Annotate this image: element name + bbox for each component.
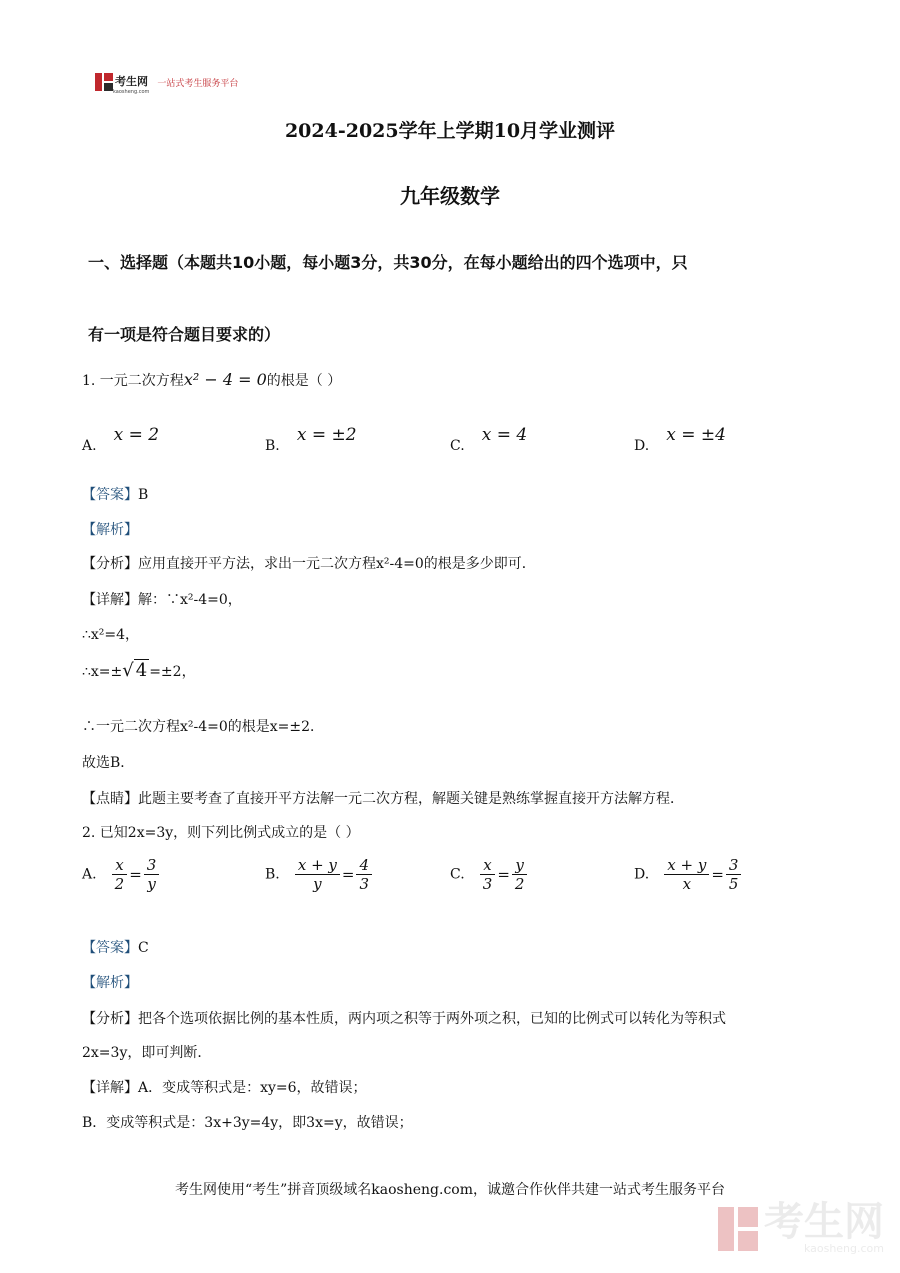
q2-xiangjie-a: 【详解】A．变成等积式是：xy=6，故错误；	[82, 1080, 367, 1096]
q2-fenxi-line1: 【分析】把各个选项依据比例的基本性质，两内项之积等于两外项之积，已知的比例式可以转化为等积式	[82, 1011, 726, 1027]
q1-analysis-tag: 【解析】	[82, 522, 138, 538]
section-heading-line2: 有一项是符合题目要求的）	[88, 325, 281, 344]
page-title: 2024-2025学年上学期10月学业测评	[284, 120, 616, 142]
q2-option-a[interactable]: A. $\frac{x}{2}$ = $\frac{3}{y}$	[82, 856, 161, 893]
watermark-text: 考生网	[764, 1199, 884, 1245]
q1-answer: 【答案】B	[82, 487, 149, 503]
watermark-logo-icon	[718, 1207, 758, 1251]
q2-analysis-tag: 【解析】	[82, 975, 138, 991]
q1-option-c[interactable]: C. x = 4	[450, 425, 528, 454]
q1-option-a[interactable]: A. x = 2	[82, 425, 160, 454]
q1-dianjing: 【点睛】此题主要考查了直接开平方法解一元二次方程，解题关键是熟练掌握直接开方法解方程．	[82, 791, 684, 807]
watermark-domain: kaosheng.com	[803, 1242, 884, 1255]
q1-step4: 故选B．	[82, 755, 135, 771]
logo-icon	[95, 73, 113, 91]
watermark	[718, 1199, 884, 1255]
q1-step3: ∴一元二次方程x²-4=0的根是x=±2．	[82, 719, 325, 735]
q1-step1: ∴x²=4，	[82, 627, 140, 643]
site-logo[interactable]	[95, 71, 238, 93]
logo-slogan: 一站式考生服务平台	[157, 78, 239, 89]
q1-xiangjie: 【详解】解：∵x²-4=0，	[82, 592, 242, 608]
q1-equation: x² − 4 = 0	[183, 370, 267, 389]
q2-option-d[interactable]: D. $\frac{x + y}{x}$ = $\frac{3}{5}$	[634, 856, 743, 893]
page-subtitle: 九年级数学	[400, 184, 500, 208]
q2-option-c[interactable]: C. $\frac{x}{3}$ = $\frac{y}{2}$	[450, 856, 529, 893]
q2-option-b[interactable]: B. $\frac{x + y}{y}$ = $\frac{4}{3}$	[265, 856, 374, 893]
q2-fenxi-line2: 2x=3y，即可判断．	[82, 1045, 212, 1061]
logo-name: 考生网	[115, 74, 148, 88]
q1-option-b[interactable]: B. x = ±2	[265, 425, 357, 454]
q2-answer: 【答案】C	[82, 940, 149, 956]
section-heading-line1: 一、选择题（本题共10小题，每小题3分，共30分，在每小题给出的四个选项中，只	[88, 253, 688, 272]
q1-stem: 1. 一元二次方程x² − 4 = 0的根是（ ）	[82, 370, 342, 389]
q1-option-d[interactable]: D. x = ±4	[634, 425, 726, 454]
logo-domain: kaosheng.com	[113, 88, 150, 95]
q2-xiangjie-b: B．变成等积式是：3x+3y=4y，即3x=y，故错误；	[82, 1115, 413, 1131]
page-footer: 考生网使用“考生”拼音顶级域名kaosheng.com，诚邀合作伙伴共建一站式考生服务平台	[174, 1182, 726, 1198]
q1-step2: ∴x=±√ 4 =±2，	[82, 660, 196, 681]
q1-fenxi: 【分析】应用直接开平方法，求出一元二次方程x²-4=0的根是多少即可．	[82, 556, 536, 572]
q2-stem: 2. 已知2x=3y，则下列比例式成立的是（ ）	[82, 825, 360, 841]
